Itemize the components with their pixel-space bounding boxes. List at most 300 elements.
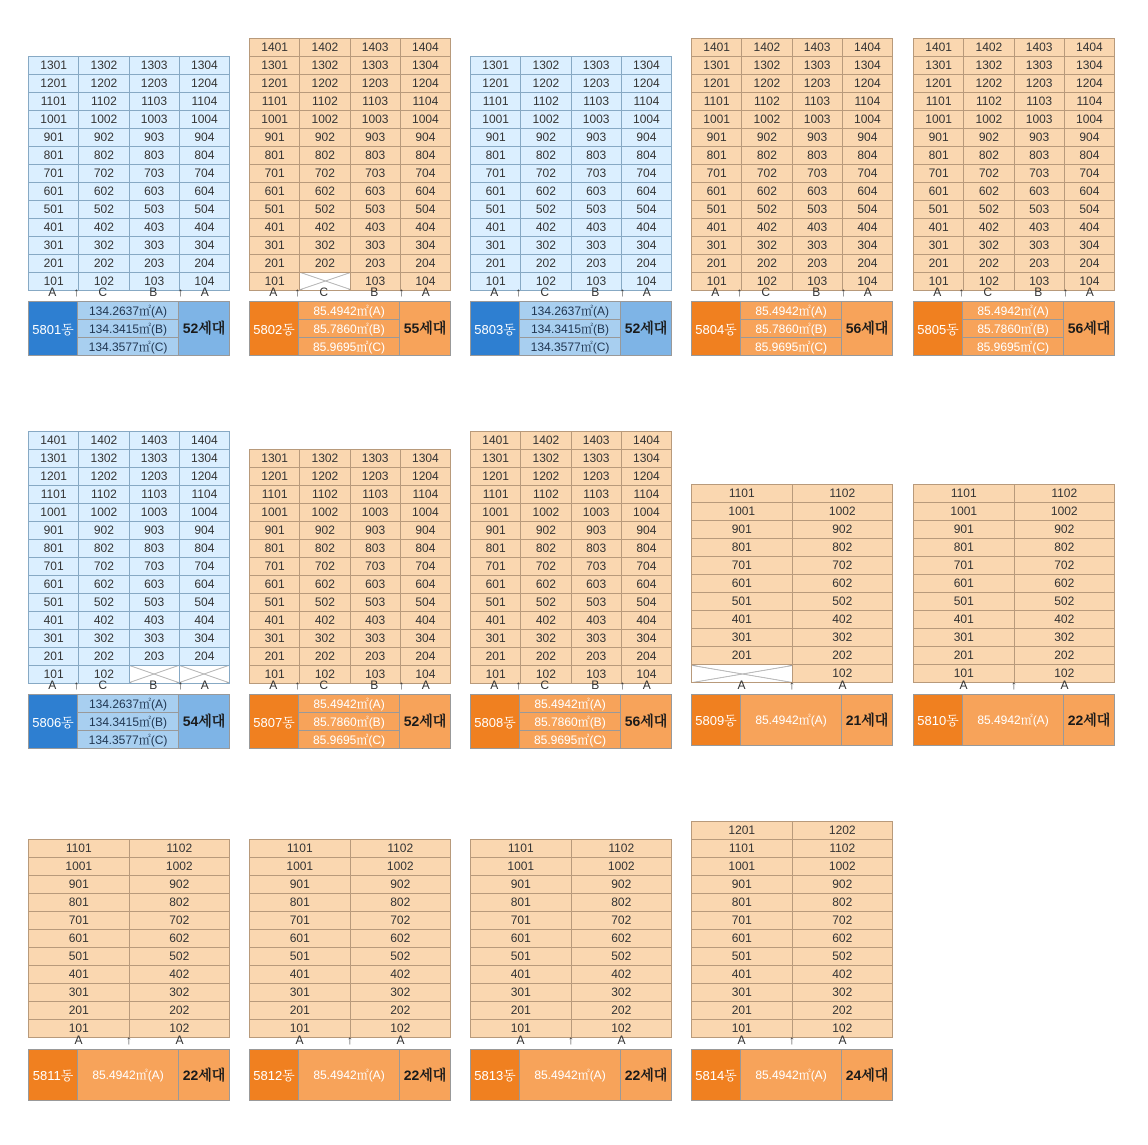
unit-cell: 203 <box>129 254 179 272</box>
floor-row <box>471 611 672 629</box>
unit-cell: 604 <box>1064 182 1114 200</box>
unit-cell: 1404 <box>179 431 229 449</box>
unit-cell: 1003 <box>571 110 621 128</box>
entrance-label: A <box>421 677 430 692</box>
unit-cell: 304 <box>400 629 450 647</box>
unit-cell: 104 <box>621 272 671 290</box>
entrance-arrow-icon: ↑ <box>789 677 795 692</box>
unit-cell: 904 <box>1064 128 1114 146</box>
entrance-arrow-icon: ↑ <box>568 1032 574 1047</box>
unit-cell: 502 <box>129 948 230 966</box>
unit-cell: 1301 <box>29 449 79 467</box>
unit-cell: 102 <box>964 272 1014 290</box>
entrance-label: A <box>175 1032 184 1047</box>
unit-cell: 201 <box>250 254 300 272</box>
building-info-box <box>470 301 672 356</box>
floor-row <box>29 449 230 467</box>
floor-row <box>914 593 1115 611</box>
unit-cell: 302 <box>300 236 350 254</box>
unit-cell: 1301 <box>250 449 300 467</box>
building-info-box <box>249 301 451 356</box>
unit-cell: 1104 <box>400 485 450 503</box>
entrance-label: B <box>591 677 600 692</box>
unit-cell: 702 <box>79 164 129 182</box>
unit-cell: 1404 <box>1064 38 1114 56</box>
unit-cell: 204 <box>621 647 671 665</box>
unit-cell: 702 <box>571 912 672 930</box>
unit-cell: 902 <box>964 128 1014 146</box>
unit-cell: 702 <box>1014 557 1115 575</box>
unit-cell: 501 <box>250 593 300 611</box>
unit-cell: 401 <box>29 218 79 236</box>
unit-cell: 1104 <box>179 92 229 110</box>
unit-cell: 1002 <box>350 858 451 876</box>
unit-cell: 304 <box>621 236 671 254</box>
entrance-label: A <box>642 284 651 299</box>
unit-cell: 801 <box>471 894 572 912</box>
entrance-arrow-icon: ↑ <box>177 284 184 299</box>
unit-cell: 1203 <box>129 467 179 485</box>
floor-row <box>471 948 672 966</box>
unit-cell: 801 <box>914 539 1015 557</box>
unit-cell: 401 <box>692 218 742 236</box>
floor-row <box>250 110 451 128</box>
unit-area: 85.7860㎡(B) <box>299 712 400 730</box>
floor-row <box>29 182 230 200</box>
unit-cell: 604 <box>621 575 671 593</box>
unit-cell: 803 <box>1014 146 1064 164</box>
unit-cell: 203 <box>350 647 400 665</box>
unit-cell: 1102 <box>1014 485 1115 503</box>
unit-cell: 801 <box>29 146 79 164</box>
floor-row <box>471 218 672 236</box>
floor-row <box>250 38 451 56</box>
entrance-arrow-icon: ↑ <box>515 284 522 299</box>
floor-row <box>471 930 672 948</box>
unit-cell: 101 <box>914 272 964 290</box>
unit-cell: 304 <box>1064 236 1114 254</box>
unit-cell: 202 <box>521 254 571 272</box>
unit-cell: 402 <box>300 611 350 629</box>
floor-row <box>29 164 230 182</box>
unit-cell: 1404 <box>621 431 671 449</box>
unit-cell: 201 <box>250 647 300 665</box>
unit-area: 134.2637㎡(A) <box>520 301 621 319</box>
entrance-label: B <box>1034 284 1043 299</box>
unit-cell: 301 <box>250 236 300 254</box>
floor-row <box>914 575 1115 593</box>
floor-row <box>914 74 1115 92</box>
building-5807 <box>249 449 451 748</box>
floor-row <box>29 200 230 218</box>
floor-row <box>250 74 451 92</box>
entrance-label: A <box>737 677 746 692</box>
unit-cell: 902 <box>79 521 129 539</box>
unit-cell: 404 <box>1064 218 1114 236</box>
unit-cell: 702 <box>79 557 129 575</box>
unit-cell: 402 <box>521 218 571 236</box>
unit-cell: 1402 <box>742 38 792 56</box>
unit-cell: 501 <box>29 200 79 218</box>
unit-cell: 901 <box>471 128 521 146</box>
entrance-markers <box>913 284 1115 300</box>
unit-area: 134.3577㎡(C) <box>78 337 179 355</box>
unit-cell: 1001 <box>29 858 130 876</box>
unit-cell: 1004 <box>621 503 671 521</box>
floor-row <box>914 503 1115 521</box>
unit-cell: 1101 <box>692 92 742 110</box>
unit-area: 134.3577㎡(C) <box>78 730 179 748</box>
entrance-arrow-icon: ↑ <box>619 677 626 692</box>
entrance-arrow-icon: ↑ <box>73 677 80 692</box>
unit-cell: 701 <box>250 164 300 182</box>
unit-cell: 201 <box>29 1002 130 1020</box>
unit-cell: 801 <box>692 146 742 164</box>
unit-cell: 1302 <box>964 56 1014 74</box>
unit-cell: 101 <box>692 1020 793 1038</box>
unit-cell: 904 <box>621 128 671 146</box>
building-5806 <box>28 431 230 748</box>
floor-row <box>471 521 672 539</box>
entrance-label: A <box>396 1032 405 1047</box>
unit-cell: 404 <box>400 218 450 236</box>
floor-row <box>692 894 893 912</box>
unit-cell: 1303 <box>350 56 400 74</box>
unit-cell: 1102 <box>350 840 451 858</box>
unit-cell: 401 <box>250 218 300 236</box>
floor-row <box>692 912 893 930</box>
floor-row <box>29 254 230 272</box>
unit-cell: 401 <box>29 966 130 984</box>
unit-cell: 502 <box>521 200 571 218</box>
unit-cell: 1301 <box>692 56 742 74</box>
entrance-label: A <box>200 677 209 692</box>
unit-cell: 1003 <box>350 110 400 128</box>
floor-row <box>29 629 230 647</box>
unit-cell: 703 <box>571 164 621 182</box>
unit-cell: 504 <box>179 593 229 611</box>
unit-cell: 1104 <box>842 92 892 110</box>
entrance-label: A <box>838 677 847 692</box>
unit-cell: 304 <box>179 629 229 647</box>
unit-cell: 501 <box>250 200 300 218</box>
floor-row <box>471 629 672 647</box>
unit-cell: 1003 <box>792 110 842 128</box>
floor-row <box>471 74 672 92</box>
building-5810 <box>913 484 1115 748</box>
entrance-markers <box>28 1032 230 1048</box>
building-info-box <box>28 694 230 749</box>
unit-cell: 802 <box>300 146 350 164</box>
floor-row <box>692 539 893 557</box>
floor-row <box>692 930 893 948</box>
unit-cell: 1002 <box>1014 503 1115 521</box>
floor-row <box>914 236 1115 254</box>
unit-cell: 701 <box>471 912 572 930</box>
floor-row <box>250 984 451 1002</box>
unit-cell: 901 <box>471 521 521 539</box>
unit-cell: 902 <box>792 521 893 539</box>
floor-row <box>692 38 893 56</box>
unit-area: 85.9695㎡(C) <box>299 337 400 355</box>
unit-cell: 704 <box>400 557 450 575</box>
entrance-label: A <box>295 1032 304 1047</box>
unit-cell: 901 <box>914 521 1015 539</box>
building-name: 5801동 <box>29 301 78 355</box>
unit-cell: 902 <box>300 521 350 539</box>
unit-cell: 601 <box>250 575 300 593</box>
unit-cell: 501 <box>692 200 742 218</box>
unit-cell: 1204 <box>842 74 892 92</box>
building-name: 5813동 <box>471 1049 520 1100</box>
unit-cell: 802 <box>1014 539 1115 557</box>
floor-row <box>29 912 230 930</box>
unit-cell: 902 <box>792 876 893 894</box>
unit-cell: 901 <box>250 128 300 146</box>
unit-cell: 1302 <box>79 449 129 467</box>
unit-cell: 1202 <box>964 74 1014 92</box>
unit-cell: 203 <box>571 254 621 272</box>
building-name: 5807동 <box>250 694 299 748</box>
entrance-label: A <box>490 677 499 692</box>
unit-cell: 503 <box>1014 200 1064 218</box>
unit-cell: 201 <box>914 647 1015 665</box>
unit-cell: 303 <box>571 629 621 647</box>
unit-cell: 603 <box>1014 182 1064 200</box>
unit-cell: 202 <box>521 647 571 665</box>
unit-cell: 504 <box>400 593 450 611</box>
unit-area: 85.4942㎡(A) <box>741 1049 842 1100</box>
unit-cell: 904 <box>179 521 229 539</box>
unit-cell: 404 <box>842 218 892 236</box>
unit-cell: 804 <box>179 146 229 164</box>
unit-cell: 602 <box>792 930 893 948</box>
unit-cell: 1004 <box>179 110 229 128</box>
unit-cell: 701 <box>692 164 742 182</box>
unit-cell: 402 <box>742 218 792 236</box>
unit-cell: 402 <box>1014 611 1115 629</box>
unit-cell: 1001 <box>692 858 793 876</box>
unit-cell: 1201 <box>29 467 79 485</box>
unit-cell: 1002 <box>521 503 571 521</box>
unit-cell: 603 <box>792 182 842 200</box>
floor-row <box>692 110 893 128</box>
entrance-arrow-icon: ↑ <box>789 1032 795 1047</box>
household-count: 54세대 <box>179 694 230 748</box>
unit-cell: 703 <box>1014 164 1064 182</box>
unit-cell: 1303 <box>792 56 842 74</box>
unit-cell: 903 <box>350 521 400 539</box>
unit-cell: 502 <box>521 593 571 611</box>
unit-cell: 701 <box>692 557 793 575</box>
floor-row <box>692 485 893 503</box>
floor-row <box>250 912 451 930</box>
unit-cell: 1103 <box>1014 92 1064 110</box>
household-count: 56세대 <box>842 301 893 355</box>
building-info-box <box>691 694 893 746</box>
entrance-label: C <box>319 677 329 692</box>
building-name: 5804동 <box>692 301 741 355</box>
unit-cell: 302 <box>300 629 350 647</box>
unit-cell: 202 <box>742 254 792 272</box>
unit-cell: 603 <box>129 575 179 593</box>
unit-cell: 904 <box>179 128 229 146</box>
unit-cell: 803 <box>350 146 400 164</box>
floor-row <box>692 74 893 92</box>
unit-cell: 1101 <box>250 840 351 858</box>
building-name: 5812동 <box>250 1049 299 1100</box>
unit-cell: 101 <box>471 665 521 683</box>
unit-cell: 704 <box>621 557 671 575</box>
unit-cell: 804 <box>1064 146 1114 164</box>
unit-grid <box>470 56 672 291</box>
floor-row <box>692 1002 893 1020</box>
unit-cell: 1102 <box>79 485 129 503</box>
building-info-box <box>470 1049 672 1101</box>
entrance-label: B <box>370 284 379 299</box>
building-name: 5806동 <box>29 694 78 748</box>
entrance-label: C <box>540 284 550 299</box>
unit-cell: 504 <box>400 200 450 218</box>
unit-cell: 503 <box>350 593 400 611</box>
unit-cell: 1301 <box>471 56 521 74</box>
floor-row <box>29 218 230 236</box>
entrance-markers <box>691 677 893 693</box>
unit-cell: 1203 <box>1014 74 1064 92</box>
building-info-box <box>913 694 1115 746</box>
building-5811 <box>28 839 230 1103</box>
floor-row <box>471 56 672 74</box>
unit-cell: 502 <box>79 593 129 611</box>
unit-cell: 801 <box>471 146 521 164</box>
unit-cell: 702 <box>742 164 792 182</box>
unit-cell: 1102 <box>300 485 350 503</box>
floor-row <box>29 431 230 449</box>
entrance-markers <box>470 677 672 693</box>
unit-cell: 1304 <box>621 56 671 74</box>
unit-cell: 501 <box>471 593 521 611</box>
entrance-arrow-icon: ↑ <box>398 284 405 299</box>
floor-row <box>471 467 672 485</box>
unit-cell: 602 <box>79 575 129 593</box>
unit-cell: 501 <box>692 948 793 966</box>
floor-row <box>692 611 893 629</box>
floor-row <box>29 467 230 485</box>
floor-row <box>692 521 893 539</box>
floor-row <box>692 822 893 840</box>
unit-cell: 702 <box>350 912 451 930</box>
floor-row <box>692 966 893 984</box>
unit-cell: 903 <box>571 128 621 146</box>
floor-row <box>471 128 672 146</box>
unit-cell: 201 <box>692 647 793 665</box>
unit-cell: 602 <box>521 575 571 593</box>
household-count: 55세대 <box>400 301 451 355</box>
unit-cell: 804 <box>621 146 671 164</box>
floor-row <box>692 164 893 182</box>
floor-row <box>692 146 893 164</box>
unit-cell: 402 <box>792 966 893 984</box>
unit-cell: 201 <box>29 254 79 272</box>
unit-cell: 402 <box>571 966 672 984</box>
unit-cell: 301 <box>692 629 793 647</box>
unit-cell: 901 <box>29 128 79 146</box>
unit-cell: 104 <box>1064 272 1114 290</box>
floor-row <box>914 254 1115 272</box>
unit-cell: 201 <box>471 254 521 272</box>
unit-cell: 1202 <box>300 74 350 92</box>
floor-row <box>250 128 451 146</box>
unit-cell: 1003 <box>129 503 179 521</box>
unit-cell: 204 <box>400 254 450 272</box>
unit-cell: 202 <box>792 1002 893 1020</box>
unit-cell: 1102 <box>742 92 792 110</box>
building-info-box <box>28 301 230 356</box>
unit-area: 85.9695㎡(C) <box>299 730 400 748</box>
unit-cell: 202 <box>571 1002 672 1020</box>
floor-row <box>250 218 451 236</box>
floor-row <box>914 647 1115 665</box>
unit-cell: 701 <box>250 557 300 575</box>
unit-area: 85.9695㎡(C) <box>963 337 1064 355</box>
unit-cell: 303 <box>350 629 400 647</box>
unit-cell: 202 <box>79 647 129 665</box>
unit-cell: 703 <box>792 164 842 182</box>
unit-cell: 504 <box>179 200 229 218</box>
unit-cell: 1004 <box>179 503 229 521</box>
floor-row <box>471 164 672 182</box>
unit-cell: 1102 <box>300 92 350 110</box>
unit-cell: 104 <box>179 272 229 290</box>
entrance-arrow-icon: ↑ <box>515 677 522 692</box>
unit-cell: 1004 <box>400 503 450 521</box>
floor-row <box>914 56 1115 74</box>
unit-cell: 1403 <box>1014 38 1064 56</box>
entrance-label: A <box>421 284 430 299</box>
unit-cell: 901 <box>692 876 793 894</box>
floor-row <box>692 218 893 236</box>
unit-cell: 603 <box>571 575 621 593</box>
unit-cell: 1104 <box>1064 92 1114 110</box>
unit-cell: 1001 <box>692 110 742 128</box>
unit-cell: 1302 <box>521 56 571 74</box>
unit-cell: 503 <box>571 200 621 218</box>
unit-cell: 1203 <box>350 467 400 485</box>
unit-cell: 1101 <box>471 840 572 858</box>
unit-area: 134.3415㎡(B) <box>520 319 621 337</box>
floor-row <box>250 575 451 593</box>
floor-row <box>471 200 672 218</box>
unit-cell: 701 <box>692 912 793 930</box>
floor-row <box>471 146 672 164</box>
building-5805 <box>913 38 1115 355</box>
entrance-label: A <box>863 284 872 299</box>
unit-grid <box>249 38 451 291</box>
entrance-label: C <box>319 284 329 299</box>
floor-row <box>29 56 230 74</box>
unit-cell: 302 <box>521 629 571 647</box>
entrance-label: C <box>98 677 108 692</box>
unit-cell: 501 <box>471 200 521 218</box>
entrance-label: B <box>370 677 379 692</box>
unit-cell: 801 <box>692 539 793 557</box>
unit-cell: 1102 <box>521 92 571 110</box>
unit-cell: 104 <box>842 272 892 290</box>
unit-cell: 602 <box>300 182 350 200</box>
unit-cell: 601 <box>914 182 964 200</box>
household-count: 22세대 <box>400 1049 451 1100</box>
building-info-box <box>691 301 893 356</box>
